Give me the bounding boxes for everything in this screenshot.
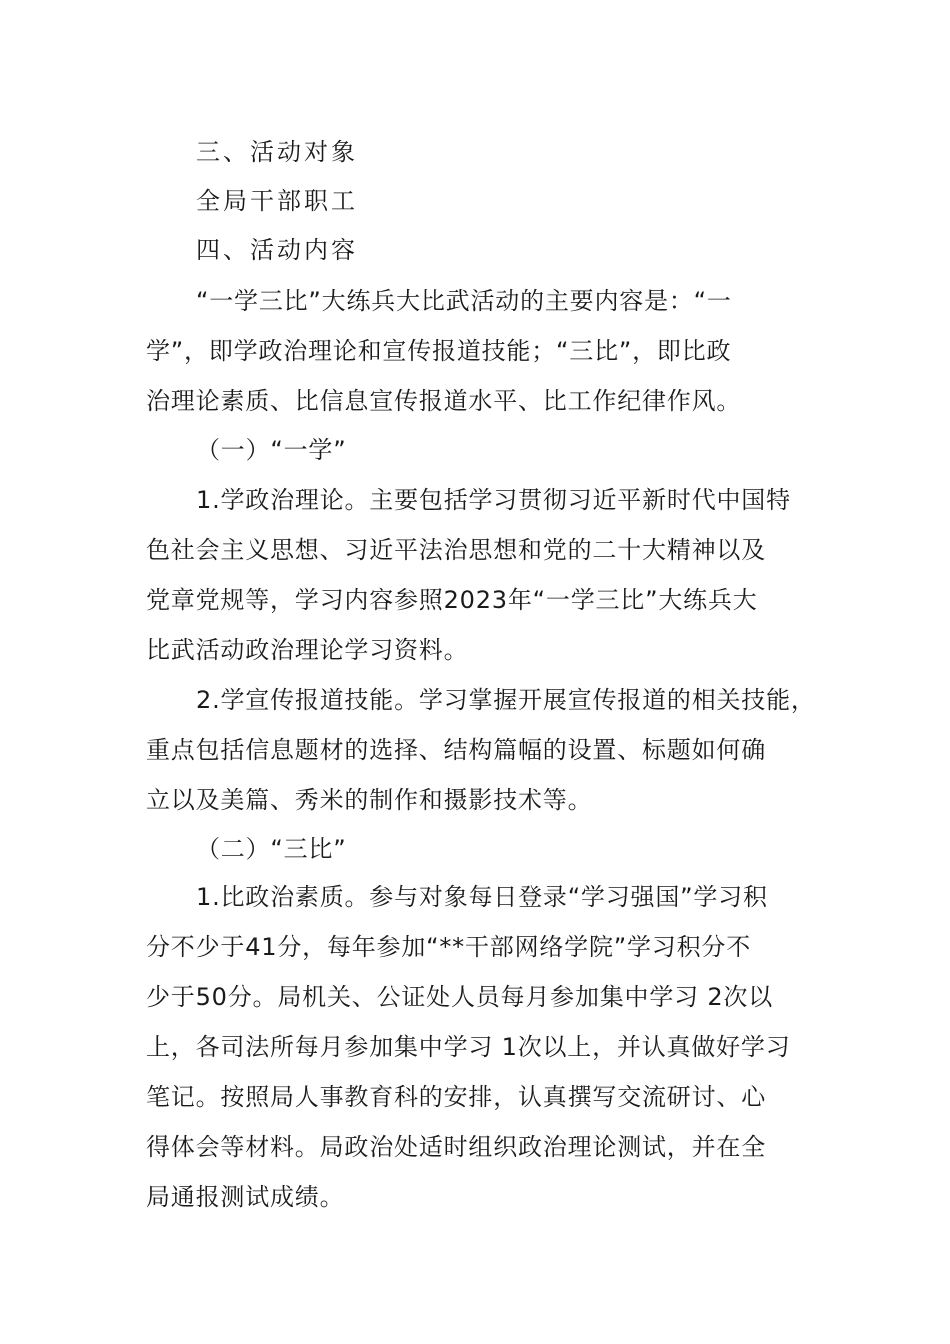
paragraph-line: 上，各司法所每月参加集中学习 1次以上，并认真做好学习 [146, 1033, 791, 1061]
paragraph-line: 立以及美篇、秀米的制作和摄影技术等。 [146, 786, 593, 814]
paragraph-line: 色社会主义思想、习近平法治思想和党的二十大精神以及 [146, 536, 766, 564]
paragraph-line: 党章党规等，学习内容参照2023年“一学三比”大练兵大 [146, 586, 758, 614]
subsection-heading: （一）“一学” [196, 436, 347, 464]
section-heading-4: 四、活动内容 [196, 236, 358, 264]
paragraph-line: 1.比政治素质。参与对象每日登录“学习强国”学习积 [196, 883, 768, 911]
paragraph-line: 局通报测试成绩。 [146, 1183, 345, 1211]
paragraph-line: 全局干部职工 [196, 187, 358, 215]
paragraph-line: 1.学政治理论。主要包括学习贯彻习近平新时代中国特 [196, 486, 791, 514]
section-heading-3: 三、活动对象 [196, 138, 358, 166]
paragraph-line: 治理论素质、比信息宣传报道水平、比工作纪律作风。 [146, 387, 742, 415]
subsection-heading: （二）“三比” [196, 835, 347, 863]
paragraph-line: 分不少于41分，每年参加“**干部网络学院”学习积分不 [146, 933, 752, 961]
paragraph-line: 学”，即学政治理论和宣传报道技能；“三比”，即比政 [146, 337, 732, 365]
paragraph-line: 比武活动政治理论学习资料。 [146, 636, 469, 664]
paragraph-line: 笔记。按照局人事教育科的安排，认真撰写交流研讨、心 [146, 1083, 766, 1111]
paragraph-line: 2.学宣传报道技能。学习掌握开展宣传报道的相关技能， [196, 686, 816, 714]
paragraph-line: “一学三比”大练兵大比武活动的主要内容是：“一 [196, 287, 732, 315]
paragraph-line: 得体会等材料。局政治处适时组织政治理论测试，并在全 [146, 1133, 766, 1161]
paragraph-line: 少于50分。局机关、公证处人员每月参加集中学习 2次以 [146, 983, 774, 1011]
paragraph-line: 重点包括信息题材的选择、结构篇幅的设置、标题如何确 [146, 736, 766, 764]
